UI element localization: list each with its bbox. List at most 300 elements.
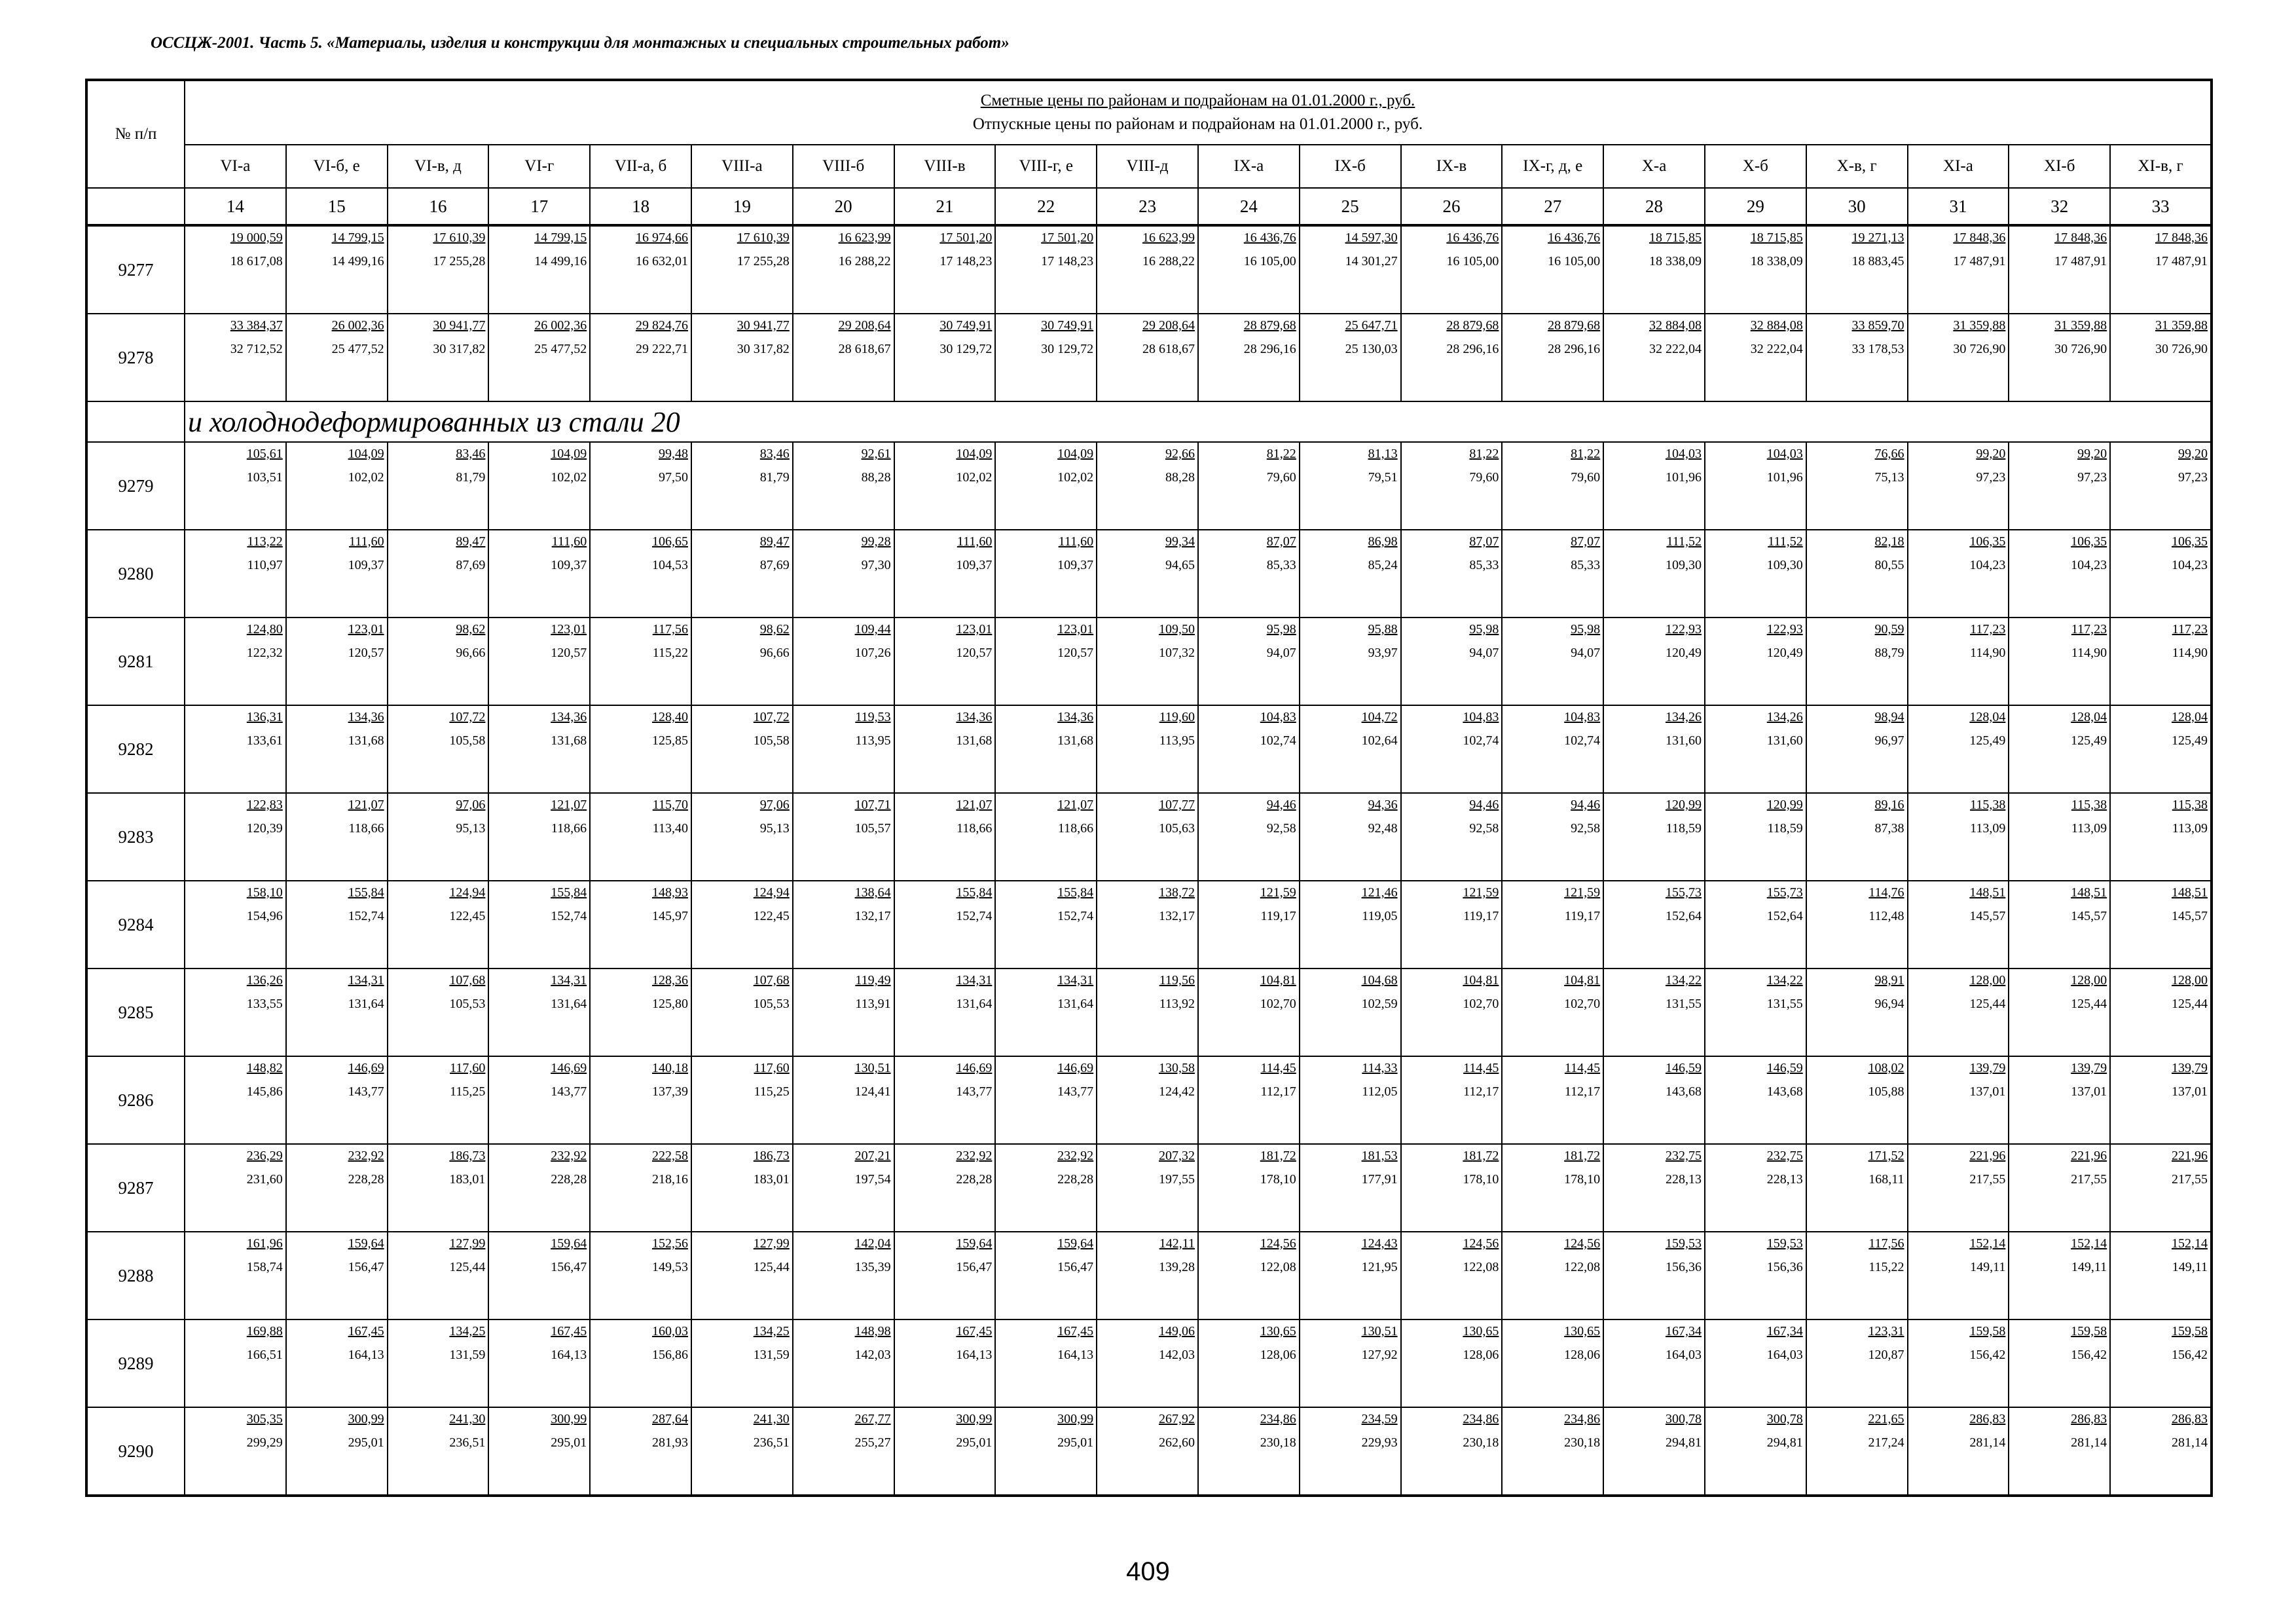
release-price: 16 288,22 <box>1142 254 1195 268</box>
price-cell <box>185 793 286 881</box>
release-price: 118,59 <box>1767 821 1803 836</box>
estimate-price: 99,20 <box>2077 447 2107 461</box>
release-price: 125,49 <box>1969 733 2006 748</box>
release-price: 102,70 <box>1463 997 1499 1011</box>
release-price: 131,59 <box>449 1348 486 1362</box>
estimate-price: 159,53 <box>1766 1236 1803 1251</box>
release-price: 17 487,91 <box>1953 254 2006 268</box>
release-price: 25 477,52 <box>534 342 587 356</box>
price-cell <box>185 618 286 705</box>
table-row <box>86 618 2212 705</box>
price-cell <box>2009 1056 2110 1144</box>
release-price: 131,64 <box>1057 997 1094 1011</box>
release-price: 109,30 <box>1665 558 1702 572</box>
release-price: 125,44 <box>2172 997 2208 1011</box>
estimate-price: 155,84 <box>956 885 993 900</box>
price-cell <box>2009 881 2110 969</box>
price-cell <box>2009 1144 2110 1232</box>
price-cell <box>1603 314 1705 401</box>
release-price: 80,55 <box>1874 558 1904 572</box>
release-price: 228,28 <box>1057 1172 1094 1187</box>
price-cell <box>388 314 489 401</box>
release-price: 118,66 <box>957 821 993 836</box>
release-price: 152,64 <box>1665 909 1702 923</box>
release-price: 115,22 <box>1868 1260 1904 1274</box>
release-price: 101,96 <box>1665 470 1702 485</box>
price-cell <box>1097 1407 1198 1496</box>
price-cell <box>2009 793 2110 881</box>
estimate-price: 108,02 <box>1868 1061 1904 1075</box>
estimate-price: 114,45 <box>1463 1061 1499 1075</box>
estimate-price: 122,93 <box>1766 622 1803 637</box>
release-price: 115,25 <box>450 1084 486 1099</box>
price-cell <box>995 314 1097 401</box>
release-price: 93,97 <box>1368 646 1398 660</box>
release-price: 128,06 <box>1564 1348 1601 1362</box>
price-cell <box>590 1320 691 1407</box>
district-header: VII-а, б <box>590 145 691 188</box>
release-price: 14 499,16 <box>331 254 384 268</box>
release-price: 131,68 <box>1057 733 1094 748</box>
row-number: 9289 <box>86 1320 185 1407</box>
estimate-price: 134,31 <box>1057 973 1094 987</box>
release-price: 217,55 <box>2172 1172 2208 1187</box>
estimate-price: 111,52 <box>1768 534 1803 549</box>
estimate-price: 25 647,71 <box>1345 318 1398 333</box>
release-price: 16 105,00 <box>1446 254 1499 268</box>
estimate-price: 17 610,39 <box>433 231 486 245</box>
price-cell <box>1300 969 1401 1056</box>
release-price: 102,02 <box>956 470 993 485</box>
release-price: 96,97 <box>1874 733 1904 748</box>
caption-release: Отпускные цены по районам и подрайонам на 01.01.2000 г., руб. <box>972 115 1423 133</box>
release-price: 139,28 <box>1158 1260 1195 1274</box>
column-number: 17 <box>488 188 590 225</box>
release-price: 113,95 <box>855 733 891 748</box>
release-price: 18 338,09 <box>1649 254 1702 268</box>
district-header: VIII-г, е <box>995 145 1097 188</box>
price-cell <box>1908 1407 2009 1496</box>
price-cell <box>2009 969 2110 1056</box>
estimate-price: 221,96 <box>1969 1149 2006 1163</box>
table-row <box>86 969 2212 1056</box>
price-cell <box>2110 793 2212 881</box>
table-row <box>86 1407 2212 1496</box>
release-price: 120,39 <box>246 821 283 836</box>
estimate-price: 159,58 <box>2172 1324 2208 1338</box>
release-price: 121,95 <box>1361 1260 1398 1274</box>
estimate-price: 232,75 <box>1665 1149 1702 1163</box>
release-price: 133,61 <box>246 733 283 748</box>
estimate-price: 300,99 <box>956 1412 993 1426</box>
release-price: 132,17 <box>854 909 891 923</box>
release-price: 127,92 <box>1361 1348 1398 1362</box>
release-price: 231,60 <box>246 1172 283 1187</box>
estimate-price: 97,06 <box>759 798 790 812</box>
price-cell <box>2110 881 2212 969</box>
estimate-price: 83,46 <box>759 447 790 461</box>
estimate-price: 130,65 <box>1564 1324 1601 1338</box>
release-price: 178,10 <box>1260 1172 1296 1187</box>
row-number: 9284 <box>86 881 185 969</box>
estimate-price: 16 623,99 <box>838 231 891 245</box>
estimate-price: 107,68 <box>449 973 486 987</box>
estimate-price: 155,84 <box>551 885 587 900</box>
release-price: 28 618,67 <box>838 342 891 356</box>
estimate-price: 29 208,64 <box>838 318 891 333</box>
estimate-price: 14 597,30 <box>1345 231 1398 245</box>
price-cell <box>2009 1407 2110 1496</box>
release-price: 131,55 <box>1766 997 1803 1011</box>
estimate-price: 104,09 <box>348 447 384 461</box>
release-price: 105,53 <box>753 997 790 1011</box>
estimate-price: 117,23 <box>2172 622 2208 637</box>
estimate-price: 159,53 <box>1665 1236 1702 1251</box>
estimate-price: 207,32 <box>1158 1149 1195 1163</box>
price-cell <box>1806 1320 1908 1407</box>
release-price: 131,68 <box>348 733 384 748</box>
price-cell <box>793 1144 894 1232</box>
price-cell <box>1401 705 1503 793</box>
table-row <box>86 225 2212 314</box>
price-cell <box>995 225 1097 314</box>
estimate-price: 89,47 <box>759 534 790 549</box>
release-price: 85,33 <box>1469 558 1499 572</box>
estimate-price: 134,26 <box>1766 710 1803 724</box>
estimate-price: 300,99 <box>551 1412 587 1426</box>
price-cell <box>1705 1056 1806 1144</box>
release-price: 164,03 <box>1665 1348 1702 1362</box>
price-cell <box>1908 969 2009 1056</box>
price-cell <box>1198 225 1300 314</box>
price-cell <box>1097 442 1198 530</box>
estimate-price: 155,73 <box>1766 885 1803 900</box>
price-cell <box>590 225 691 314</box>
release-price: 178,10 <box>1564 1172 1601 1187</box>
price-cell <box>185 530 286 618</box>
release-price: 30 129,72 <box>939 342 993 356</box>
release-price: 105,58 <box>753 733 790 748</box>
estimate-price: 94,46 <box>1266 798 1296 812</box>
price-cell <box>995 705 1097 793</box>
estimate-price: 111,60 <box>349 534 384 549</box>
estimate-price: 83,46 <box>456 447 486 461</box>
release-price: 16 105,00 <box>1548 254 1601 268</box>
estimate-price: 28 879,68 <box>1548 318 1601 333</box>
column-number: 30 <box>1806 188 1908 225</box>
release-price: 79,60 <box>1266 470 1296 485</box>
release-price: 281,14 <box>2172 1435 2208 1450</box>
estimate-price: 136,26 <box>246 973 283 987</box>
price-cell <box>488 1232 590 1320</box>
release-price: 128,06 <box>1463 1348 1499 1362</box>
column-number: 28 <box>1603 188 1705 225</box>
estimate-price: 160,03 <box>651 1324 688 1338</box>
release-price: 118,66 <box>348 821 384 836</box>
release-price: 143,77 <box>348 1084 384 1099</box>
price-cell <box>590 442 691 530</box>
release-price: 17 148,23 <box>939 254 993 268</box>
release-price: 120,49 <box>1766 646 1803 660</box>
district-header: VIII-б <box>793 145 894 188</box>
estimate-price: 18 715,85 <box>1649 231 1702 245</box>
price-cell <box>286 530 388 618</box>
estimate-price: 236,29 <box>246 1149 283 1163</box>
estimate-price: 152,14 <box>1969 1236 2006 1251</box>
estimate-price: 134,36 <box>1057 710 1094 724</box>
column-number: 22 <box>995 188 1097 225</box>
release-price: 156,47 <box>551 1260 587 1274</box>
estimate-price: 113,22 <box>247 534 283 549</box>
price-table <box>85 79 2213 1497</box>
row-number: 9280 <box>86 530 185 618</box>
price-cell <box>2009 1320 2110 1407</box>
estimate-price: 14 799,15 <box>534 231 587 245</box>
estimate-price: 146,69 <box>551 1061 587 1075</box>
price-cell <box>691 881 793 969</box>
price-cell <box>488 442 590 530</box>
release-price: 25 130,03 <box>1345 342 1398 356</box>
row-number: 9285 <box>86 969 185 1056</box>
release-price: 119,17 <box>1463 909 1499 923</box>
price-cell <box>286 1407 388 1496</box>
estimate-price: 221,65 <box>1868 1412 1904 1426</box>
release-price: 97,50 <box>658 470 688 485</box>
release-price: 152,74 <box>551 909 587 923</box>
estimate-price: 99,48 <box>658 447 688 461</box>
release-price: 120,57 <box>1057 646 1094 660</box>
release-price: 299,29 <box>246 1435 283 1450</box>
price-cell <box>388 1407 489 1496</box>
column-number: 15 <box>286 188 388 225</box>
price-cell <box>1705 530 1806 618</box>
district-header: VI-б, е <box>286 145 388 188</box>
estimate-price: 130,65 <box>1463 1324 1499 1338</box>
price-cell <box>286 969 388 1056</box>
price-cell <box>995 1056 1097 1144</box>
price-cell <box>388 1144 489 1232</box>
price-cell <box>1502 1056 1603 1144</box>
release-price: 164,13 <box>1057 1348 1094 1362</box>
release-price: 230,18 <box>1260 1435 1296 1450</box>
estimate-price: 148,98 <box>854 1324 891 1338</box>
estimate-price: 117,56 <box>652 622 688 637</box>
table-row <box>86 793 2212 881</box>
price-cell <box>1097 314 1198 401</box>
release-price: 145,86 <box>246 1084 283 1099</box>
estimate-price: 115,70 <box>652 798 688 812</box>
estimate-price: 241,30 <box>449 1412 486 1426</box>
release-price: 105,53 <box>449 997 486 1011</box>
price-cell <box>793 969 894 1056</box>
release-price: 125,44 <box>449 1260 486 1274</box>
price-cell <box>894 530 996 618</box>
price-cell <box>1097 1232 1198 1320</box>
estimate-price: 300,99 <box>348 1412 384 1426</box>
estimate-price: 234,86 <box>1564 1412 1601 1426</box>
price-cell <box>488 1144 590 1232</box>
release-price: 95,13 <box>456 821 486 836</box>
estimate-price: 18 715,85 <box>1750 231 1803 245</box>
release-price: 109,37 <box>348 558 384 572</box>
document-header: ОССЦЖ-2001. Часть 5. «Материалы, изделия и конструкции для монтажных и специальных строительных работ» <box>151 34 1010 52</box>
release-price: 28 296,16 <box>1243 342 1296 356</box>
price-cell <box>590 969 691 1056</box>
price-cell <box>1300 618 1401 705</box>
row-number: 9278 <box>86 314 185 401</box>
release-price: 113,09 <box>2172 821 2208 836</box>
estimate-price: 30 749,91 <box>1041 318 1094 333</box>
price-cell <box>1198 1320 1300 1407</box>
release-price: 118,66 <box>551 821 587 836</box>
price-cell <box>1401 969 1503 1056</box>
price-cell <box>185 314 286 401</box>
estimate-price: 123,01 <box>956 622 993 637</box>
release-price: 164,13 <box>348 1348 384 1362</box>
price-cell <box>2110 1232 2212 1320</box>
estimate-price: 155,84 <box>348 885 384 900</box>
estimate-price: 134,22 <box>1665 973 1702 987</box>
price-cell <box>1908 1320 2009 1407</box>
estimate-price: 300,99 <box>1057 1412 1094 1426</box>
price-cell <box>1603 705 1705 793</box>
price-cell <box>894 1144 996 1232</box>
price-cell <box>286 1232 388 1320</box>
row-number: 9288 <box>86 1232 185 1320</box>
release-price: 114,90 <box>2172 646 2208 660</box>
release-price: 137,39 <box>651 1084 688 1099</box>
estimate-price: 167,45 <box>1057 1324 1094 1338</box>
estimate-price: 111,60 <box>551 534 587 549</box>
price-cell <box>1502 530 1603 618</box>
release-price: 85,33 <box>1571 558 1601 572</box>
release-price: 156,42 <box>1969 1348 2006 1362</box>
release-price: 110,97 <box>247 558 283 572</box>
release-price: 228,28 <box>956 1172 993 1187</box>
estimate-price: 104,09 <box>551 447 587 461</box>
price-cell <box>1300 881 1401 969</box>
price-cell <box>1401 618 1503 705</box>
release-price: 156,47 <box>348 1260 384 1274</box>
estimate-price: 29 208,64 <box>1142 318 1195 333</box>
estimate-price: 134,31 <box>956 973 993 987</box>
price-cell <box>691 705 793 793</box>
table-row <box>86 705 2212 793</box>
price-cell <box>388 1232 489 1320</box>
release-price: 112,17 <box>1260 1084 1296 1099</box>
estimate-price: 104,81 <box>1463 973 1499 987</box>
release-price: 156,36 <box>1766 1260 1803 1274</box>
price-cell <box>1908 530 2009 618</box>
estimate-price: 287,64 <box>651 1412 688 1426</box>
price-cell <box>1502 969 1603 1056</box>
release-price: 154,96 <box>246 909 283 923</box>
estimate-price: 232,75 <box>1766 1149 1803 1163</box>
release-price: 107,26 <box>854 646 891 660</box>
price-cell <box>1198 1144 1300 1232</box>
estimate-price: 134,22 <box>1766 973 1803 987</box>
estimate-price: 149,06 <box>1158 1324 1195 1338</box>
estimate-price: 146,59 <box>1766 1061 1803 1075</box>
price-cell <box>2009 618 2110 705</box>
price-cell <box>1097 793 1198 881</box>
estimate-price: 16 436,76 <box>1243 231 1296 245</box>
price-cell <box>388 705 489 793</box>
price-cell <box>488 1320 590 1407</box>
release-price: 143,77 <box>956 1084 993 1099</box>
release-price: 113,09 <box>2071 821 2107 836</box>
price-cell <box>185 1407 286 1496</box>
row-number: 9281 <box>86 618 185 705</box>
price-cell <box>1908 442 2009 530</box>
release-price: 113,09 <box>1970 821 2006 836</box>
release-price: 17 255,28 <box>737 254 790 268</box>
estimate-price: 17 501,20 <box>1041 231 1094 245</box>
price-cell <box>488 969 590 1056</box>
estimate-price: 117,23 <box>1970 622 2006 637</box>
price-cell <box>1198 1232 1300 1320</box>
estimate-price: 111,60 <box>1058 534 1094 549</box>
price-cell <box>2009 1232 2110 1320</box>
release-price: 120,57 <box>348 646 384 660</box>
price-cell <box>1806 618 1908 705</box>
price-cell <box>185 1320 286 1407</box>
price-cell <box>185 225 286 314</box>
estimate-price: 107,72 <box>449 710 486 724</box>
release-price: 104,23 <box>1969 558 2006 572</box>
release-price: 125,44 <box>2071 997 2107 1011</box>
price-cell <box>185 1232 286 1320</box>
release-price: 218,16 <box>651 1172 688 1187</box>
price-cell <box>388 969 489 1056</box>
price-cell <box>590 618 691 705</box>
price-cell <box>1806 1056 1908 1144</box>
estimate-price: 120,99 <box>1766 798 1803 812</box>
price-cell <box>1908 793 2009 881</box>
release-price: 236,51 <box>753 1435 790 1450</box>
release-price: 115,22 <box>652 646 688 660</box>
estimate-price: 99,28 <box>861 534 891 549</box>
estimate-price: 232,92 <box>956 1149 993 1163</box>
price-cell <box>1705 1407 1806 1496</box>
page-number: 409 <box>1126 1557 1170 1586</box>
price-cell <box>185 881 286 969</box>
release-price: 131,64 <box>348 997 384 1011</box>
price-cell <box>1300 793 1401 881</box>
price-cell <box>1198 969 1300 1056</box>
release-price: 103,51 <box>246 470 283 485</box>
price-cell <box>1401 442 1503 530</box>
price-cell <box>286 314 388 401</box>
price-cell <box>1097 618 1198 705</box>
estimate-price: 104,09 <box>956 447 993 461</box>
estimate-price: 104,09 <box>1057 447 1094 461</box>
release-price: 295,01 <box>551 1435 587 1450</box>
price-cell <box>894 618 996 705</box>
price-cell <box>1401 1320 1503 1407</box>
release-price: 118,59 <box>1666 821 1702 836</box>
release-price: 97,23 <box>2178 470 2208 485</box>
release-price: 113,91 <box>855 997 891 1011</box>
release-price: 131,68 <box>551 733 587 748</box>
estimate-price: 221,96 <box>2172 1149 2208 1163</box>
release-price: 262,60 <box>1158 1435 1195 1450</box>
estimate-price: 86,98 <box>1368 534 1398 549</box>
estimate-price: 167,34 <box>1766 1324 1803 1338</box>
estimate-price: 128,40 <box>651 710 688 724</box>
release-price: 118,66 <box>1057 821 1094 836</box>
release-price: 145,57 <box>2172 909 2208 923</box>
